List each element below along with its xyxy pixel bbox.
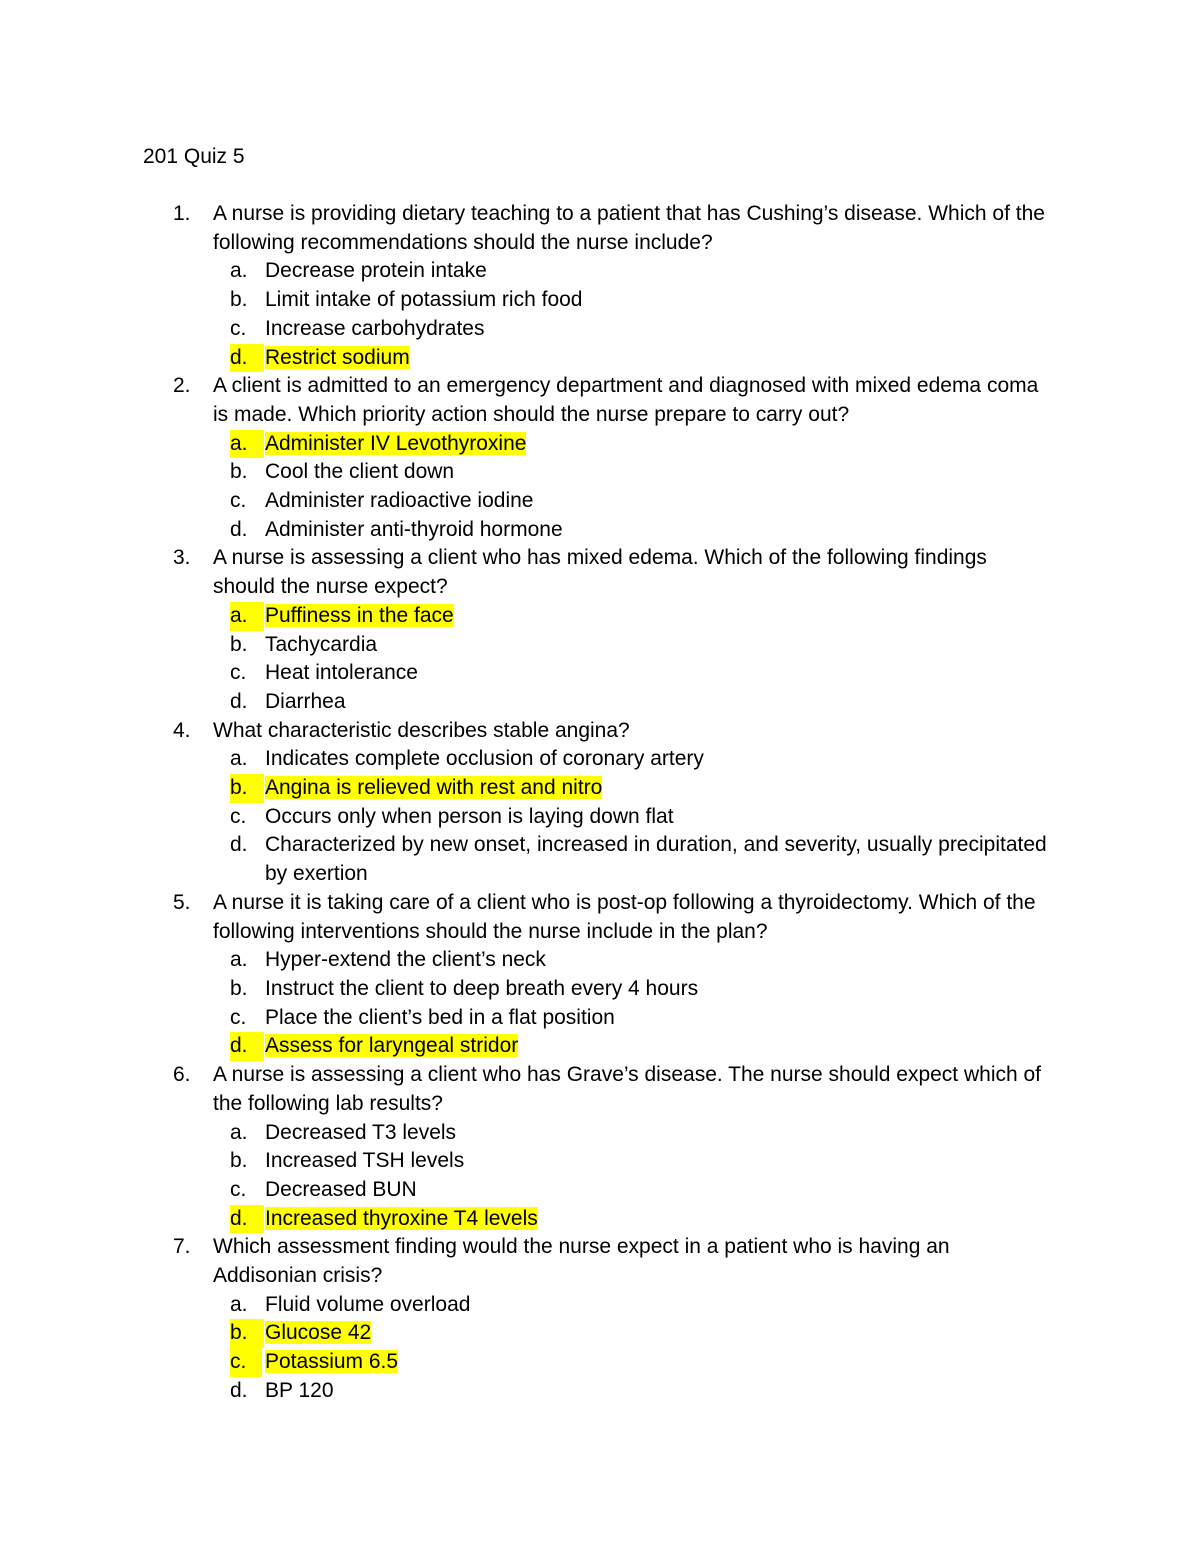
choice-text: Administer IV Levothyroxine <box>265 431 527 455</box>
answer-choice <box>213 975 1053 1004</box>
answer-choices <box>213 1119 1053 1234</box>
question-text: Which assessment finding would the nurse expect in a patient who is having an Addisonian crisis? <box>213 1235 950 1288</box>
choice-letter: c. <box>230 1177 247 1201</box>
answer-choice <box>213 516 1053 545</box>
choice-text: Puffiness in the face <box>265 603 454 627</box>
answer-choices <box>213 946 1053 1061</box>
choice-text: Increased TSH levels <box>265 1149 465 1173</box>
choice-letter: a. <box>230 259 248 283</box>
question-4 <box>173 717 1053 889</box>
answer-choice-highlighted <box>213 1032 1053 1061</box>
choice-letter: a. <box>230 1120 248 1144</box>
choice-text: Occurs only when person is laying down flat <box>265 804 674 828</box>
question-text: What characteristic describes stable angina? <box>213 718 630 742</box>
choice-text: Restrict sodium <box>265 345 410 369</box>
choice-text: Assess for laryngeal stridor <box>265 1034 519 1058</box>
choice-text: Limit intake of potassium rich food <box>265 288 583 312</box>
answer-choice <box>213 631 1053 660</box>
choice-text: Administer anti-thyroid hormone <box>265 517 563 541</box>
question-1 <box>173 200 1053 372</box>
answer-choice-highlighted <box>213 602 1053 631</box>
answer-choice-highlighted <box>213 1348 1053 1377</box>
question-text: A nurse is providing dietary teaching to a patient that has Cushing’s disease. Which of the following recommendations should the nurse include? <box>213 202 1045 254</box>
question-5 <box>173 889 1053 1061</box>
choice-text: Angina is relieved with rest and nitro <box>265 776 603 800</box>
choice-text: Diarrhea <box>265 689 346 713</box>
choice-letter: b. <box>230 1149 248 1173</box>
choice-text: Potassium 6.5 <box>265 1350 399 1374</box>
answer-choice <box>213 659 1053 688</box>
answer-choice-highlighted <box>213 1319 1053 1348</box>
answer-choice <box>213 1176 1053 1205</box>
choice-letter: b. <box>230 774 264 803</box>
choice-letter: b. <box>230 288 248 312</box>
answer-choice-highlighted <box>213 430 1053 459</box>
choice-letter: a. <box>230 948 248 972</box>
choice-letter: b. <box>230 976 248 1000</box>
question-text: A nurse is assessing a client who has Grave’s disease. The nurse should expect which of the following lab results? <box>213 1063 1042 1115</box>
answer-choice <box>213 1147 1053 1176</box>
choice-text: Administer radioactive iodine <box>265 489 534 513</box>
choice-letter: d. <box>230 1378 248 1402</box>
answer-choice <box>213 257 1053 286</box>
choice-letter: d. <box>230 517 248 541</box>
question-number: 2. <box>173 374 191 398</box>
answer-choice <box>213 1119 1053 1148</box>
choice-letter: c. <box>230 489 247 513</box>
answer-choice <box>213 1291 1053 1320</box>
choice-letter: c. <box>230 1348 262 1377</box>
choice-text: Heat intolerance <box>265 661 418 685</box>
question-text: A nurse is assessing a client who has mixed edema. Which of the following findings should the nurse expect? <box>213 546 987 599</box>
question-number: 7. <box>173 1235 191 1259</box>
choice-letter: d. <box>230 1032 264 1061</box>
choice-letter: a. <box>230 602 264 631</box>
choice-text: Place the client’s bed in a flat position <box>265 1005 615 1029</box>
answer-choices <box>213 745 1053 889</box>
question-6 <box>173 1061 1053 1233</box>
answer-choices <box>213 430 1053 545</box>
choice-text: Hyper-extend the client’s neck <box>265 948 546 972</box>
choice-letter: d. <box>230 1205 264 1234</box>
choice-letter: c. <box>230 316 247 340</box>
answer-choice <box>213 458 1053 487</box>
choice-text: Indicates complete occlusion of coronary artery <box>265 747 704 771</box>
choice-letter: b. <box>230 1319 264 1348</box>
question-7 <box>173 1233 1053 1405</box>
choice-letter: a. <box>230 430 264 459</box>
question-3 <box>173 544 1053 716</box>
answer-choice <box>213 745 1053 774</box>
answer-choice-highlighted <box>213 344 1053 373</box>
choice-letter: c. <box>230 804 247 828</box>
question-text: A client is admitted to an emergency department and diagnosed with mixed edema coma is made. Which priority action should the nurse prepare to carry out? <box>213 374 1039 426</box>
choice-text: BP 120 <box>265 1378 334 1402</box>
choice-letter: c. <box>230 1005 247 1029</box>
question-2 <box>173 372 1053 544</box>
answer-choice <box>213 315 1053 344</box>
answer-choice-highlighted <box>213 774 1053 803</box>
question-number: 5. <box>173 890 191 914</box>
choice-letter: d. <box>230 344 264 373</box>
question-number: 3. <box>173 546 191 570</box>
answer-choice <box>213 1004 1053 1033</box>
choice-letter: b. <box>230 460 248 484</box>
question-number: 1. <box>173 202 191 225</box>
choice-letter: b. <box>230 632 248 656</box>
answer-choice <box>213 286 1053 315</box>
answer-choice-highlighted <box>213 1205 1053 1234</box>
choice-text: Glucose 42 <box>265 1321 372 1345</box>
choice-text: Decrease protein intake <box>265 259 487 283</box>
choice-text: Decreased BUN <box>265 1177 417 1201</box>
answer-choices <box>213 602 1053 717</box>
choice-text: Characterized by new onset, increased in duration, and severity, usually precipitated by exertion <box>265 833 1047 886</box>
choice-letter: c. <box>230 661 247 685</box>
choice-letter: d. <box>230 689 248 713</box>
answer-choice <box>213 831 1053 888</box>
question-list <box>173 200 1053 1406</box>
choice-text: Increase carbohydrates <box>265 316 485 340</box>
choice-text: Increased thyroxine T4 levels <box>265 1206 538 1230</box>
answer-choice <box>213 1377 1053 1406</box>
answer-choices <box>213 1291 1053 1406</box>
choice-text: Instruct the client to deep breath every 4 hours <box>265 976 699 1000</box>
answer-choice <box>213 487 1053 516</box>
answer-choice <box>213 688 1053 717</box>
question-text: A nurse it is taking care of a client who is post-op following a thyroidectomy. Which of the following interventions should the nurse include in the plan? <box>213 890 1036 943</box>
choice-text: Tachycardia <box>265 632 378 656</box>
answer-choice <box>213 803 1053 832</box>
choice-text: Decreased T3 levels <box>265 1120 457 1144</box>
choice-text: Fluid volume overload <box>265 1292 471 1316</box>
document-title: 201 Quiz 5 <box>143 145 245 168</box>
answer-choices <box>213 257 1053 372</box>
question-number: 6. <box>173 1063 191 1087</box>
question-number: 4. <box>173 718 191 742</box>
choice-letter: a. <box>230 1292 248 1316</box>
answer-choice <box>213 946 1053 975</box>
choice-letter: a. <box>230 747 248 771</box>
choice-letter: d. <box>230 833 248 857</box>
choice-text: Cool the client down <box>265 460 455 484</box>
